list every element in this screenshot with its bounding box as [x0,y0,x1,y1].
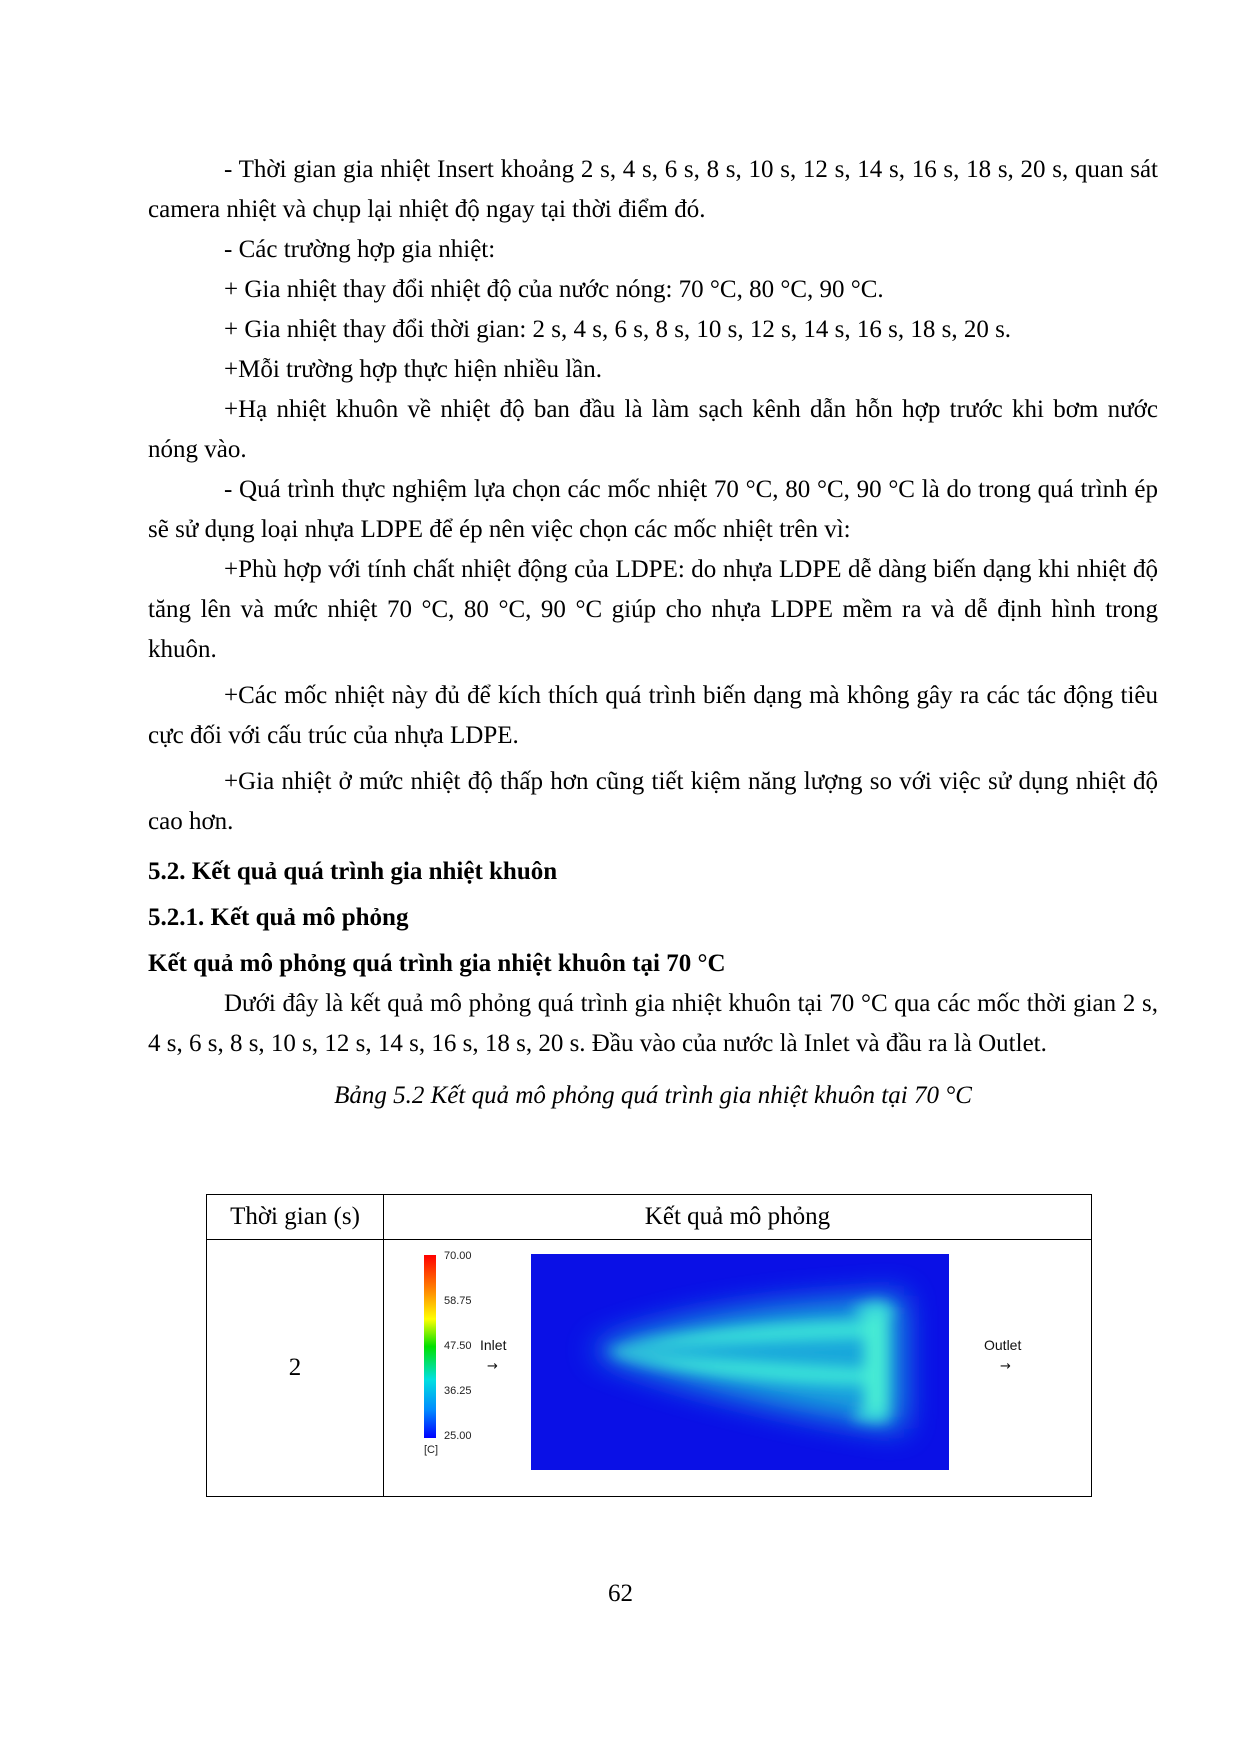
paragraph: - Quá trình thực nghiệm lựa chọn các mốc nhiệt 70 °C, 80 °C, 90 °C là do trong quá trình ép sẽ sử dụng loại nhựa LDPE để ép nên việc chọn các mốc nhiệt trên vì: [148,476,1158,543]
paragraph: +Các mốc nhiệt này đủ để kích thích quá trình biến dạng mà không gây ra các tác động tiêu cực đối với cấu trúc của nhựa LDPE. [148,682,1158,749]
inlet-label: Inlet [480,1337,507,1353]
sub-heading: Kết quả mô phỏng quá trình gia nhiệt khuôn tại 70 °C [148,950,726,977]
legend-tick: 47.50 [444,1340,472,1352]
subsection-heading: 5.2.1. Kết quả mô phỏng [148,904,409,931]
paragraph: - Các trường hợp gia nhiệt: [224,236,496,263]
table-header-row [207,1195,1092,1240]
section-heading: 5.2. Kết quả quá trình gia nhiệt khuôn [148,858,558,885]
table-caption: Bảng 5.2 Kết quả mô phỏng quá trình gia nhiệt khuôn tại 70 °C [334,1082,972,1109]
paragraph: - Thời gian gia nhiệt Insert khoảng 2 s, 4 s, 6 s, 8 s, 10 s, 12 s, 14 s, 16 s, 18 s, 20 s, quan sát camera nhiệt và chụp lại nhiệt độ ngay tại thời điểm đó. [148,156,1158,223]
paragraph: +Phù hợp với tính chất nhiệt động của LDPE: do nhựa LDPE dễ dàng biến dạng khi nhiệt độ tăng lên và mức nhiệt 70 °C, 80 °C, 90 °C giúp cho nhựa LDPE mềm ra và dễ định hình trong khuôn. [148,556,1158,663]
inlet-arrow-icon: → [487,1359,498,1374]
intro-paragraph: Dưới đây là kết quả mô phỏng quá trình gia nhiệt khuôn tại 70 °C qua các mốc thời gian 2 s, 4 s, 6 s, 8 s, 10 s, 12 s, 14 s, 16 s, 18 s, 20 s. Đầu vào của nước là Inlet và đầu ra là Outlet. [148,990,1158,1057]
legend-unit: [C] [424,1444,439,1456]
simulation-cell [384,1240,1092,1497]
document-body [148,150,1158,1116]
header-result: Kết quả mô phỏng [384,1195,1092,1240]
paragraph: +Hạ nhiệt khuôn về nhiệt độ ban đầu là làm sạch kênh dẫn hỗn hợp trước khi bơm nước nóng vào. [148,396,1158,463]
time-cell: 2 [207,1240,384,1497]
header-time: Thời gian (s) [207,1195,384,1240]
paragraph: +Mỗi trường hợp thực hiện nhiều lần. [224,356,603,383]
results-table [206,1194,1092,1497]
legend-tick: 58.75 [444,1295,472,1307]
table-row [207,1240,1092,1497]
outlet-label: Outlet [984,1337,1022,1353]
paragraph: + Gia nhiệt thay đổi thời gian: 2 s, 4 s, 6 s, 8 s, 10 s, 12 s, 14 s, 16 s, 18 s, 20 s. [224,316,1012,343]
temperature-plot [531,1254,949,1470]
simulation-figure [384,1240,1092,1496]
paragraph: +Gia nhiệt ở mức nhiệt độ thấp hơn cũng tiết kiệm năng lượng so với việc sử dụng nhiệt độ cao hơn. [148,768,1158,835]
outlet-arrow-icon: → [1000,1359,1011,1374]
legend-bar [424,1255,436,1438]
legend-tick: 36.25 [444,1385,472,1397]
paragraph: + Gia nhiệt thay đổi nhiệt độ của nước nóng: 70 °C, 80 °C, 90 °C. [224,276,884,303]
page-number: 62 [608,1580,633,1607]
legend-tick: 25.00 [444,1430,472,1442]
legend-tick: 70.00 [444,1250,472,1262]
